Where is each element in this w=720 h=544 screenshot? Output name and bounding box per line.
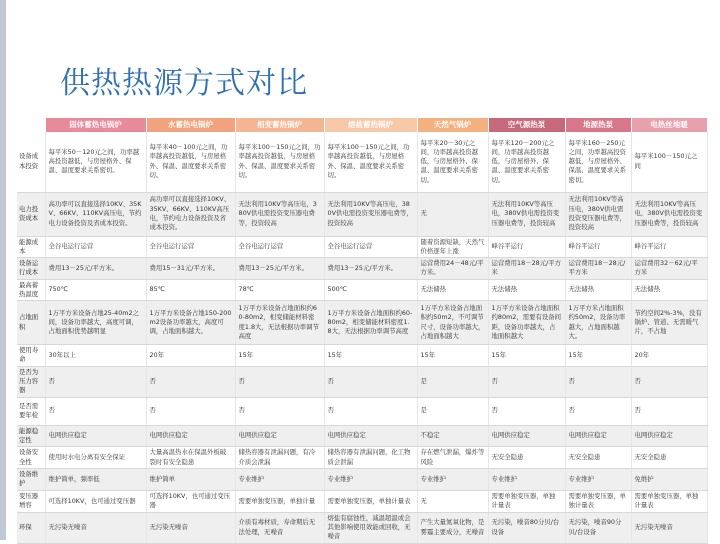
- table-cell: 否: [235, 397, 324, 425]
- table-cell: 无安全隐患: [565, 447, 631, 469]
- table-cell: 需要单独变压器，单独计量: [235, 490, 324, 512]
- table-cell: 500℃: [324, 279, 417, 301]
- header-cell-molten-salt: 熔盐蓄热锅炉: [324, 118, 417, 132]
- table-cell: 1万平方米占地面积约50m2，设备功率越大，占地面积越大。: [565, 301, 631, 345]
- row-label: 设备运行成本: [17, 258, 45, 280]
- table-cell: 否: [565, 397, 631, 425]
- table-cell: 储热容器有泄漏问题，化工物质会泄漏: [324, 447, 417, 469]
- row-label: 设备维护: [17, 469, 45, 491]
- table-cell: 免维护: [631, 469, 707, 491]
- table-cell: 每平米100－150元之间: [631, 132, 707, 192]
- table-row: [17, 236, 707, 258]
- table-cell: 节约空间2%-3%，没有锅炉、管道、无需暖气片，不占地: [631, 301, 707, 345]
- table-row: [17, 490, 707, 512]
- table-cell: 否: [324, 397, 417, 425]
- row-label: 占地面积: [17, 301, 45, 345]
- table-cell: 无安全隐患: [631, 447, 707, 469]
- table-cell: 存在燃气泄漏，爆炸等风险: [417, 447, 488, 469]
- row-label: 是否需要年检: [17, 397, 45, 425]
- table-cell: 高功率可以直接选择10KV、35KV、66KV、110KV高压电，节约电力设备投资及省成本投资。: [45, 192, 146, 236]
- table-cell: 峰谷平运行: [565, 236, 631, 258]
- header-cell-air-source: 空气源热泵: [488, 118, 565, 132]
- table-cell: 运营费用32－62元/平方米: [631, 258, 707, 280]
- table-cell: 需要单独变压器，单独计量表: [324, 490, 417, 512]
- row-label: 设备安全性: [17, 447, 45, 469]
- row-label: 使用寿命: [17, 345, 45, 367]
- table-row: [17, 279, 707, 301]
- table-cell: 否: [565, 366, 631, 397]
- table-cell: 20年: [146, 345, 235, 367]
- table-cell: 产生大量氮氧化物，是雾霾主要成分，无噪音: [417, 512, 488, 543]
- table-cell: 需要单独变压器，单独计量表: [488, 490, 565, 512]
- table-cell: 无: [417, 490, 488, 512]
- left-accent-bar: [0, 0, 6, 540]
- table-cell: 需要单独变压器，单独计量表: [631, 490, 707, 512]
- row-label: 能源成本: [17, 236, 45, 258]
- header-cell-corner: [17, 118, 45, 132]
- row-label: 电力投资成本: [17, 192, 45, 236]
- table-cell: 运营费用18－28元/平方米: [565, 258, 631, 280]
- table-cell: 无法储热: [631, 279, 707, 301]
- table-cell: 介质有毒材质，寿命期后无法处理，无噪音: [235, 512, 324, 543]
- table-cell: 1万平方米设备占地面积约60-80m2，相变储能材料密度1.8大，无法根据功率调节高度: [235, 301, 324, 345]
- table-cell: 电网供应稳定: [324, 425, 417, 447]
- table-cell: 电网供应稳定: [488, 425, 565, 447]
- table-cell: 费用15－31元/平方米。: [146, 258, 235, 280]
- table-cell: 15年: [417, 345, 488, 367]
- table-cell: 可选择10KV，也可通过变压器: [146, 490, 235, 512]
- table-cell: 维护简单，频率低: [45, 469, 146, 491]
- table-cell: 1万平方米设备占地150-200m2设备功率越大，高度可调，占地面积越大。: [146, 301, 235, 345]
- table-cell: 无法利用10KV等高压电，380V供电需投资变压器电费等，投资较高: [488, 192, 565, 236]
- table-cell: 峰谷平运行: [488, 236, 565, 258]
- table-cell: 不稳定: [417, 425, 488, 447]
- table-cell: 维护简单: [146, 469, 235, 491]
- table-cell: 1万平方米设备占地面积约50m2，不可调节尺寸，设备功率越大，占地面积越大: [417, 301, 488, 345]
- table-row: [17, 425, 707, 447]
- page-title: 供热热源方式对比: [60, 66, 308, 101]
- header-cell-solid-storage: 固体蓄热电锅炉: [45, 118, 146, 132]
- table-cell: 熔盐有腐蚀性，减温超温或会其他影响使用效能或回收，无噪音: [324, 512, 417, 543]
- table-cell: 15年: [565, 345, 631, 367]
- table-cell: 否: [235, 366, 324, 397]
- table-cell: 无污染无噪音: [146, 512, 235, 543]
- table-cell: 无法利用10KV等高压电，380V供电需投资变压器电费等，投资较高: [235, 192, 324, 236]
- table-row: [17, 366, 707, 397]
- table-cell: 否: [631, 366, 707, 397]
- header-cell-phase-change: 相变蓄热锅炉: [235, 118, 324, 132]
- table-cell: 1万平方米设备占地面积约80m2，需要有设备间距，设备功率越大，占地面积越大: [488, 301, 565, 345]
- table-cell: 专业维护: [417, 469, 488, 491]
- table-cell: 750℃: [45, 279, 146, 301]
- comparison-table: [17, 118, 708, 544]
- table-row: [17, 192, 707, 236]
- row-label: 最高蓄热温度: [17, 279, 45, 301]
- table-cell: 每平米100－150元之间，功率越高投资越低，与房屋格外、保温、温度要求关系密切。: [324, 132, 417, 192]
- table-cell: 15年: [488, 345, 565, 367]
- table-cell: 15年: [324, 345, 417, 367]
- table-cell: 否: [45, 397, 146, 425]
- table-cell: 否: [45, 366, 146, 397]
- table-cell: 无法储热: [488, 279, 565, 301]
- table-cell: 费用13－25元/平方米。: [45, 258, 146, 280]
- table-cell: 每平米100－150元之间，功率越高投资越低，与房屋格外、保温、温度要求关系密切。: [235, 132, 324, 192]
- table-cell: 78℃: [235, 279, 324, 301]
- table-cell: 无法利用10KV等高压电，380V供电需投资变压器电费等，投资较高: [631, 192, 707, 236]
- table-cell: 1万平方米设备占地25-40m2之间，设备功率越大，高度可调，占地面积优势越明显: [45, 301, 146, 345]
- table-cell: 20年: [631, 345, 707, 367]
- table-cell: 无法储热: [565, 279, 631, 301]
- table-cell: 专业维护: [324, 469, 417, 491]
- table-row: [17, 301, 707, 345]
- table-cell: 电网供应稳定: [565, 425, 631, 447]
- table-cell: 电网供应稳定: [235, 425, 324, 447]
- table-cell: 无污染，噪音80分贝/台设备: [488, 512, 565, 543]
- table-cell: 储热容器有泄漏问题，有冷介质会泄漏: [235, 447, 324, 469]
- table-cell: 每平米20－30元之间，功率越高投资越低，与房屋格外、保温、温度要求关系密切。: [417, 132, 488, 192]
- table-row: [17, 512, 707, 543]
- table-row: [17, 258, 707, 280]
- table-cell: 每平米160－250元之间，功率越高投资越低，与房屋格外、保温、温度要求关系密切。: [565, 132, 631, 192]
- table-row: [17, 397, 707, 425]
- table-cell: 是: [417, 397, 488, 425]
- table-cell: 否: [631, 397, 707, 425]
- table-cell: 运营费用18－28元/平方米: [488, 258, 565, 280]
- table-cell: 电网供应稳定: [146, 425, 235, 447]
- table-cell: 每平米50－120元之间，功率越高投资越低，与房屋格外、保温、温度要求关系密切。: [45, 132, 146, 192]
- table-cell: 专业维护: [488, 469, 565, 491]
- table-cell: 全谷电运行运营: [45, 236, 146, 258]
- table-cell: 是: [417, 366, 488, 397]
- table-cell: 每平米120－200元之间，功率越高投资越低，与房屋格外、保温、温度要求关系密切。: [488, 132, 565, 192]
- table-cell: 峰谷平运行: [631, 236, 707, 258]
- table-cell: 无法利用10KV等高压电，380V供电需投资变压器电费等，投资较高: [324, 192, 417, 236]
- table-cell: 电网供应稳定: [45, 425, 146, 447]
- row-label: 是否为压力容器: [17, 366, 45, 397]
- row-label: 环保: [17, 512, 45, 543]
- table-cell: 费用13－25元/平方米。: [235, 258, 324, 280]
- header-cell-gas-boiler: 天然气锅炉: [417, 118, 488, 132]
- table-cell: 大量高温热水在保温外板破裂时有安全隐患: [146, 447, 235, 469]
- table-cell: 否: [146, 366, 235, 397]
- table-cell: 全谷电运行运营: [235, 236, 324, 258]
- table-cell: 高功率可以直接选择10KV、35KV、66KV、110KV高压电，节约电力设备投资及省成本投资。: [146, 192, 235, 236]
- table-cell: 全谷电运行运营: [324, 236, 417, 258]
- header-cell-ground-source: 地源热泵: [565, 118, 631, 132]
- table-cell: 使用时水电分离有安全保证: [45, 447, 146, 469]
- table-cell: 15年: [235, 345, 324, 367]
- table-row: [17, 132, 707, 192]
- table-cell: 1万平方米设备占地面积约60-80m2，相变储能材料密度1.8大，无法根据功率调节高度: [324, 301, 417, 345]
- table-row: [17, 447, 707, 469]
- header-cell-water-storage: 水蓄热电锅炉: [146, 118, 235, 132]
- table-cell: 无法储热: [417, 279, 488, 301]
- row-label: 设备成本投资: [17, 132, 45, 192]
- header-row: [17, 118, 707, 132]
- table-cell: 无污染无噪音: [45, 512, 146, 543]
- table-cell: 85℃: [146, 279, 235, 301]
- table-cell: 无安全隐患: [488, 447, 565, 469]
- table-cell: 无法利用10KV等高压电，380V供电需投资变压器电费等，投资较高: [565, 192, 631, 236]
- table-cell: 专业维护: [235, 469, 324, 491]
- table-cell: 费用13－25元/平方米。: [324, 258, 417, 280]
- table-cell: 无: [417, 192, 488, 236]
- table-cell: 运营费用24－48元/平方米。: [417, 258, 488, 280]
- header-cell-electric-floor: 电热丝地暖: [631, 118, 707, 132]
- table-cell: 随着资源短缺，天然气价格逐年上涨: [417, 236, 488, 258]
- table-cell: 可选择10KV，也可通过变压器: [45, 490, 146, 512]
- table-cell: 否: [324, 366, 417, 397]
- table-cell: 全谷电运行运营: [146, 236, 235, 258]
- table-cell: 每平米40－100元之间，功率越高投资越低，与房屋格外、保温、温度要求关系密切。: [146, 132, 235, 192]
- table-row: [17, 469, 707, 491]
- table-cell: 无污染，噪音90分贝/台设备: [565, 512, 631, 543]
- table-cell: 无污染无噪音: [631, 512, 707, 543]
- row-label: 能源稳定性: [17, 425, 45, 447]
- row-label: 变压器增容: [17, 490, 45, 512]
- table-cell: 30年以上: [45, 345, 146, 367]
- table-cell: 否: [488, 366, 565, 397]
- table-cell: 专业维护: [565, 469, 631, 491]
- table-cell: 否: [146, 397, 235, 425]
- table-cell: 需要单独变压器，单独计量表: [565, 490, 631, 512]
- table-cell: 电网供应稳定: [631, 425, 707, 447]
- table-row: [17, 345, 707, 367]
- table-cell: 否: [488, 397, 565, 425]
